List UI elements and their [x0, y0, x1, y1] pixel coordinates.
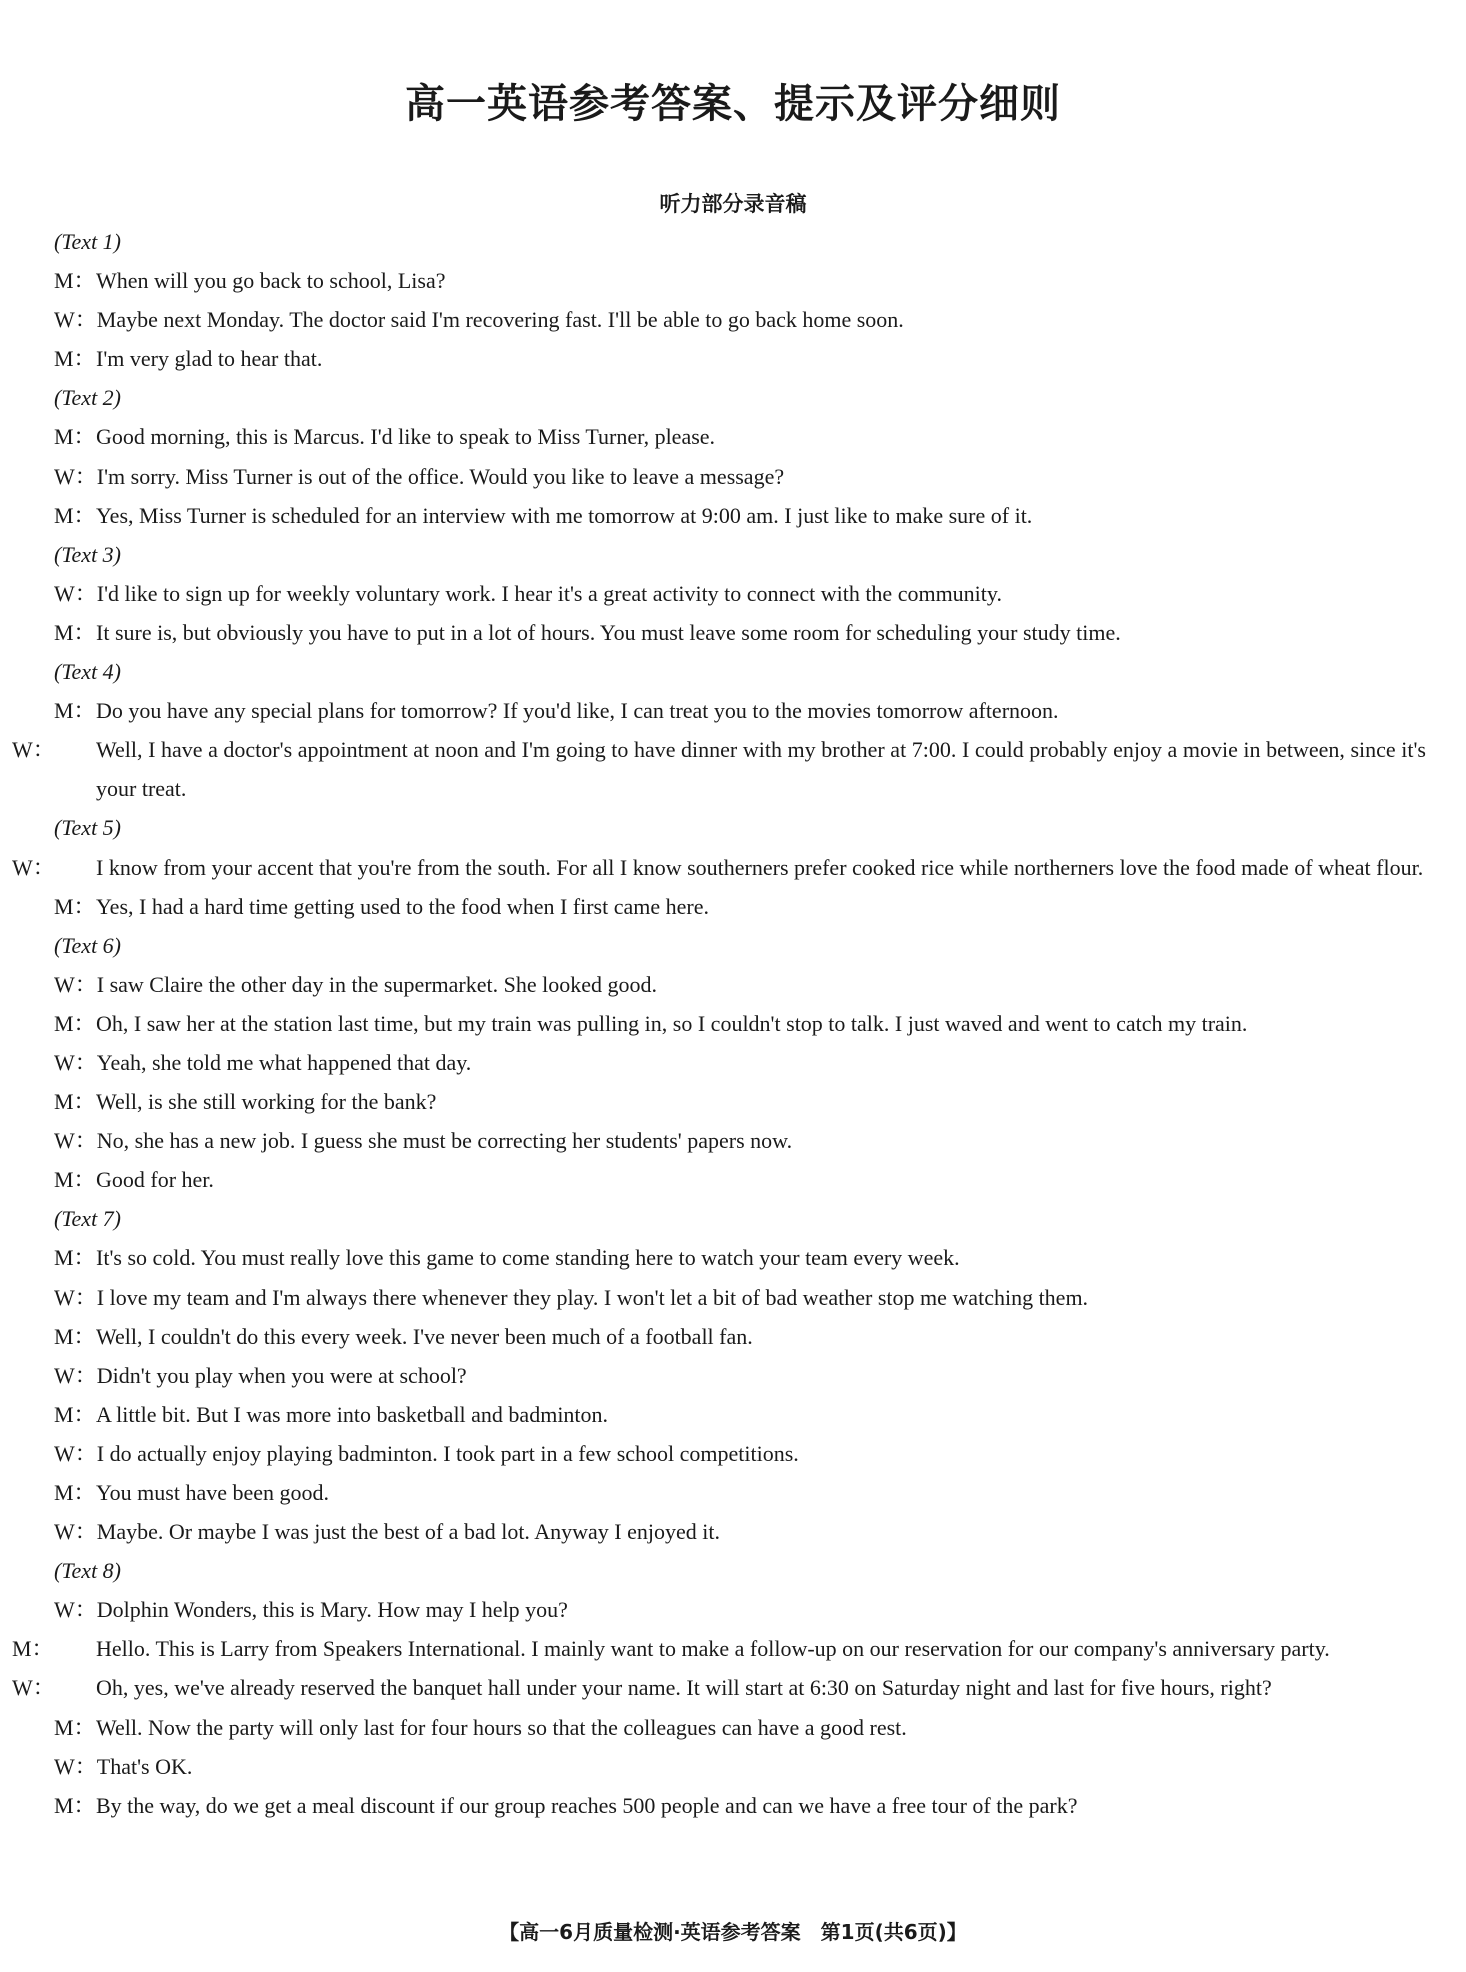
speaker-label: W： — [54, 307, 97, 333]
text-label: (Text 5) — [54, 815, 122, 841]
dialogue-line — [54, 1473, 1426, 1512]
text-label: (Text 3) — [54, 541, 122, 567]
dialogue-line — [12, 848, 1426, 887]
speaker-label: M： — [54, 268, 96, 294]
speaker-label: M： — [12, 1636, 54, 1662]
speaker-label: W： — [12, 854, 55, 880]
speaker-label: M： — [54, 502, 96, 528]
dialogue-line — [54, 1004, 1426, 1043]
dialogue-line — [54, 1395, 1426, 1434]
dialogue-text: Good morning, this is Marcus. I'd like to speak to Miss Turner, please. — [96, 424, 716, 450]
dialogue-line — [54, 1121, 1426, 1160]
speaker-label: M： — [54, 1323, 96, 1349]
dialogue-line — [54, 691, 1426, 730]
dialogue-line — [54, 417, 1426, 456]
text-label: (Text 8) — [54, 1558, 122, 1584]
dialogue-line — [54, 1786, 1426, 1825]
dialogue-text: Yeah, she told me what happened that day. — [96, 1049, 472, 1075]
dialogue-text: Maybe next Monday. The doctor said I'm recovering fast. I'll be able to go back home soon. — [96, 307, 904, 333]
speaker-label: W： — [54, 1049, 97, 1075]
section-heading: 听力部分录音稿 — [659, 192, 807, 216]
dialogue-line — [12, 1668, 1426, 1707]
dialogue-text: Good for her. — [96, 1167, 214, 1193]
dialogue-text: Oh, I saw her at the station last time, but my train was pulling in, so I couldn't stop to talk. I just waved and went to catch my train. — [96, 1010, 1248, 1036]
dialogue-line — [54, 457, 1426, 496]
page-title: 高一英语参考答案、提示及评分细则 — [405, 81, 1061, 127]
dialogue-line — [54, 339, 1426, 378]
dialogue-text: By the way, do we get a meal discount if our group reaches 500 people and can we have a free tour of the park? — [96, 1792, 1078, 1818]
speaker-label: M： — [54, 1010, 96, 1036]
speaker-label: M： — [54, 1480, 96, 1505]
text-label: (Text 7) — [54, 1206, 122, 1232]
dialogue-text: Yes, Miss Turner is scheduled for an interview with me tomorrow at 9:00 am. I just like to make sure of it. — [96, 502, 1033, 528]
dialogue-text: Do you have any special plans for tomorrow? If you'd like, I can treat you to the movies tomorrow afternoon. — [96, 698, 1059, 724]
dialogue-text: Well, I couldn't do this every week. I've never been much of a football fan. — [96, 1323, 753, 1349]
dialogue-line — [54, 574, 1426, 613]
dialogue-line — [54, 965, 1426, 1004]
dialogue-text: Oh, yes, we've already reserved the banquet hall under your name. It will start at 6:30 on Saturday night and last for five hours, right? — [96, 1675, 1272, 1701]
dialogue-text: Didn't you play when you were at school? — [96, 1362, 467, 1388]
dialogue-line — [54, 1043, 1426, 1082]
dialogue-text: I'm sorry. Miss Turner is out of the office. Would you like to leave a message? — [96, 463, 785, 489]
dialogue-text: I do actually enjoy playing badminton. I took part in a few school competitions. — [96, 1440, 799, 1466]
text-label: (Text 6) — [54, 932, 122, 958]
dialogue-line — [54, 1238, 1426, 1277]
dialogue-line — [54, 1434, 1426, 1473]
dialogue-line — [54, 1160, 1426, 1199]
dialogue-line — [54, 613, 1426, 652]
dialogue-text: It's so cold. You must really love this game to come standing here to watch your team every week. — [96, 1245, 960, 1271]
dialogue-line — [54, 261, 1426, 300]
speaker-label: W： — [54, 1753, 97, 1779]
dialogue-line — [54, 1590, 1426, 1629]
dialogue-text: I saw Claire the other day in the supermarket. She looked good. — [96, 971, 658, 997]
speaker-label: W： — [54, 1362, 97, 1388]
speaker-label: W： — [54, 1519, 97, 1545]
speaker-label: W： — [54, 1597, 97, 1623]
text-label: (Text 1) — [54, 229, 122, 254]
listening-transcript — [12, 222, 1426, 1825]
speaker-label: M： — [54, 698, 96, 724]
dialogue-text: No, she has a new job. I guess she must be correcting her students' papers now. — [96, 1128, 793, 1154]
speaker-label: W： — [54, 1128, 97, 1154]
speaker-label: M： — [54, 893, 96, 919]
dialogue-text: Well, is she still working for the bank? — [96, 1089, 437, 1115]
speaker-label: M： — [54, 1792, 96, 1818]
speaker-label: W： — [54, 971, 97, 997]
dialogue-text: That's OK. — [96, 1753, 193, 1779]
dialogue-line — [54, 887, 1426, 926]
dialogue-text: Maybe. Or maybe I was just the best of a bad lot. Anyway I enjoyed it. — [96, 1519, 720, 1545]
dialogue-text: I'd like to sign up for weekly voluntary work. I hear it's a great activity to connect with the community. — [96, 580, 1002, 606]
text-label: (Text 2) — [54, 385, 122, 411]
speaker-label: W： — [54, 580, 97, 606]
dialogue-line — [54, 496, 1426, 535]
speaker-label: W： — [12, 737, 55, 763]
text-label: (Text 4) — [54, 659, 122, 685]
speaker-label: M： — [54, 1401, 96, 1427]
dialogue-text: When will you go back to school, Lisa? — [96, 268, 446, 294]
dialogue-text: I love my team and I'm always there whenever they play. I won't let a bit of bad weather stop me watching them. — [96, 1284, 1089, 1310]
dialogue-line — [54, 300, 1426, 339]
dialogue-line — [54, 1747, 1426, 1786]
dialogue-text: Yes, I had a hard time getting used to the food when I first came here. — [96, 893, 709, 919]
speaker-label: M： — [54, 1167, 96, 1193]
dialogue-text: It sure is, but obviously you have to put in a lot of hours. You must leave some room for scheduling your study time. — [96, 619, 1121, 645]
speaker-label: M： — [54, 346, 96, 372]
page-footer: 【高一6月质量检测·英语参考答案 第1页(共6页)】 — [499, 1920, 967, 1944]
dialogue-text: I'm very glad to hear that. — [96, 346, 323, 372]
speaker-label: M： — [54, 424, 96, 450]
dialogue-line — [12, 730, 1426, 808]
speaker-label: M： — [54, 1245, 96, 1271]
speaker-label: W： — [54, 1284, 97, 1310]
speaker-label: M： — [54, 1714, 96, 1740]
speaker-label: M： — [54, 1089, 96, 1115]
dialogue-line — [54, 1278, 1426, 1317]
speaker-label: W： — [54, 463, 97, 489]
dialogue-text: Well. Now the party will only last for four hours so that the colleagues can have a good rest. — [96, 1714, 907, 1740]
dialogue-text: A little bit. But I was more into basketball and badminton. — [96, 1401, 609, 1427]
dialogue-line — [54, 1512, 1426, 1551]
dialogue-text: Hello. This is Larry from Speakers International. I mainly want to make a follow-up on our reservation for our company's anniversary party. — [96, 1636, 1330, 1662]
dialogue-text: You must have been good. — [96, 1480, 330, 1505]
dialogue-text: I know from your accent that you're from the south. For all I know southerners prefer cooked rice while northerners love the food made of wheat flour. — [96, 854, 1424, 880]
dialogue-text: Dolphin Wonders, this is Mary. How may I help you? — [96, 1597, 568, 1623]
speaker-label: W： — [12, 1675, 55, 1701]
dialogue-line — [54, 1356, 1426, 1395]
dialogue-line — [54, 1708, 1426, 1747]
dialogue-line — [54, 1317, 1426, 1356]
dialogue-line — [12, 1629, 1426, 1668]
dialogue-text: Well, I have a doctor's appointment at noon and I'm going to have dinner with my brother at 7:00. I could probably enjoy a movie in between, since it's your treat. — [96, 737, 1426, 802]
speaker-label: W： — [54, 1440, 97, 1466]
speaker-label: M： — [54, 619, 96, 645]
dialogue-line — [54, 1082, 1426, 1121]
